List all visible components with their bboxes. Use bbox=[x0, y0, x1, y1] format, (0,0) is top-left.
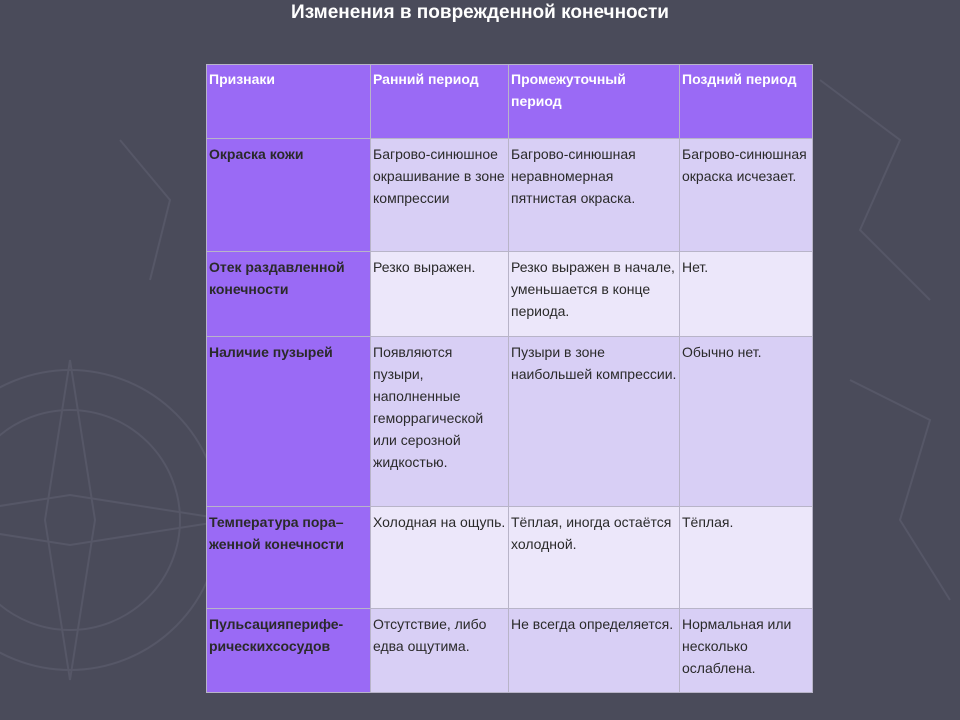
cell-late: Нормальная или несколько ослаблена. bbox=[680, 609, 813, 693]
cell-early: Появляются пузыри, наполненные геморрагической или серозной жидкостью. bbox=[371, 337, 509, 507]
cell-intermediate: Пузыри в зоне наибольшей компрессии. bbox=[509, 337, 680, 507]
slide-title: Изменения в поврежденной конечности bbox=[291, 2, 669, 23]
table-row bbox=[207, 252, 813, 337]
cell-late: Тёплая. bbox=[680, 507, 813, 609]
table-header-row bbox=[207, 65, 813, 139]
cell-late: Нет. bbox=[680, 252, 813, 337]
header-intermediate-period: Промежуточный период bbox=[509, 65, 680, 139]
comparison-table bbox=[206, 64, 813, 693]
header-early-period: Ранний период bbox=[371, 65, 509, 139]
header-late-period: Поздний период bbox=[680, 65, 813, 139]
cell-early: Багрово-синюшное окрашивание в зоне компрессии bbox=[371, 139, 509, 252]
table-row bbox=[207, 507, 813, 609]
cell-late: Багрово-синюшная окраска исчезает. bbox=[680, 139, 813, 252]
cell-early: Холодная на ощупь. bbox=[371, 507, 509, 609]
cell-intermediate: Тёплая, иногда остаётся холодной. bbox=[509, 507, 680, 609]
cell-intermediate: Резко выражен в начале, уменьшается в конце периода. bbox=[509, 252, 680, 337]
table-row bbox=[207, 337, 813, 507]
cell-early: Резко выражен. bbox=[371, 252, 509, 337]
row-label: Температура пора–женной конечности bbox=[207, 507, 371, 609]
header-signs: Признаки bbox=[207, 65, 371, 139]
row-label: Отек раздавленной конечности bbox=[207, 252, 371, 337]
table-row bbox=[207, 609, 813, 693]
row-label: Пульсацияперифе-рическихсосудов bbox=[207, 609, 371, 693]
cell-intermediate: Багрово-синюшная неравномерная пятнистая окраска. bbox=[509, 139, 680, 252]
cell-early: Отсутствие, либо едва ощутима. bbox=[371, 609, 509, 693]
cell-late: Обычно нет. bbox=[680, 337, 813, 507]
row-label: Окраска кожи bbox=[207, 139, 371, 252]
cell-intermediate: Не всегда определяется. bbox=[509, 609, 680, 693]
row-label: Наличие пузырей bbox=[207, 337, 371, 507]
table-row bbox=[207, 139, 813, 252]
